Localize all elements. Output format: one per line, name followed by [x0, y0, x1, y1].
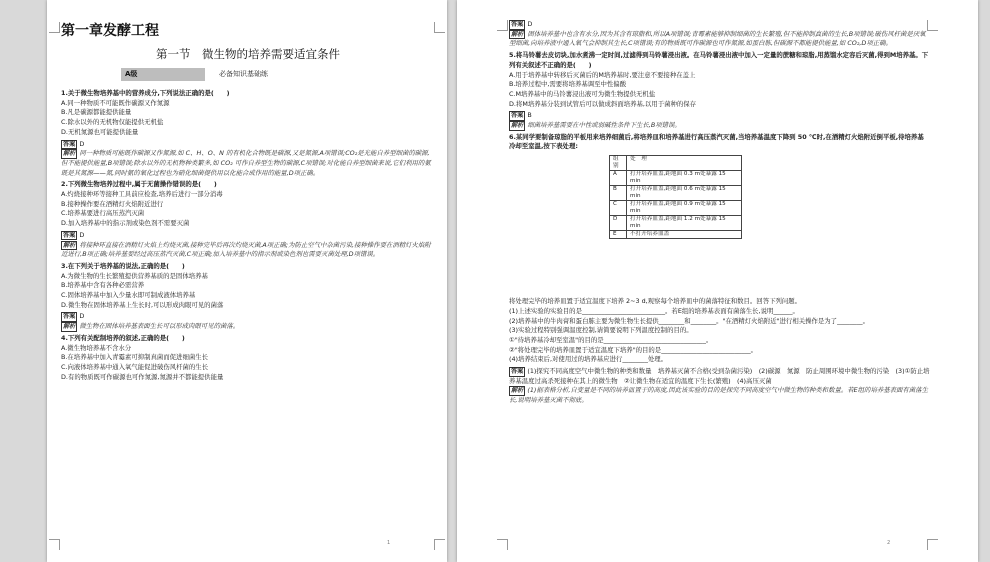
- table-spacer: [509, 243, 930, 297]
- answer-value: D: [79, 139, 85, 148]
- margin-corner-mark: [49, 22, 60, 33]
- page-number: 2: [887, 540, 891, 546]
- table-row: [610, 231, 742, 239]
- explanation-line: [61, 149, 435, 178]
- question-stem: 3.在下列关于培养基的说法,正确的是( ): [61, 261, 185, 270]
- table-row: [610, 201, 742, 216]
- answer-tag: 答案: [511, 368, 524, 376]
- page-1-content: [61, 22, 435, 382]
- question-option: D.加入培养基中的指示剂或染色剂不需要灭菌: [61, 219, 190, 228]
- table-cell: 打开培养皿盖,距地面 1.2 m处暴露 15 min: [627, 216, 742, 231]
- answer-line: [61, 231, 435, 241]
- sub-question: ②"将处理完毕的培养皿置于适宜温度下培养"的目的是____________________________。: [509, 345, 758, 354]
- question-option: A.灼烧接种环等接种工具前应检查,培养后进行一部分消毒: [61, 190, 223, 199]
- question-1: [61, 89, 435, 178]
- treatment-table: [609, 155, 742, 239]
- sub-question: (4)培养结束后,对使用过的培养基应进行________处理。: [509, 355, 668, 364]
- table-row: [610, 186, 742, 201]
- question-3: [61, 262, 435, 332]
- table-row: [610, 216, 742, 231]
- answer-line: [61, 312, 435, 322]
- answer-tag: 答案: [63, 313, 76, 321]
- question-stem: 5.将马铃薯去皮切块,加水煮沸一定时间,过滤得到马铃薯浸出液。在马铃薯浸出液中加入一定量的蔗糖和琼脂,用蒸馏水定容后灭菌,得到M培养基。下列有关叙述不正确的是( ): [509, 51, 929, 69]
- question-option: C.培养基要进行高压蒸汽灭菌: [61, 209, 145, 218]
- table-cell: A: [610, 171, 627, 186]
- question-stem: 2.下列微生物培养过程中,属于无菌操作错误的是( ): [61, 180, 217, 189]
- document-page-1: [47, 0, 447, 562]
- explanation-tag: 解析: [511, 387, 524, 395]
- question-2: [61, 180, 435, 260]
- question-option: D.无机氮源也可能提供能量: [61, 127, 139, 136]
- question-6: [509, 133, 930, 406]
- explanation-text: 同一种物质可能既作碳源又作氮源,如 C、H、O、N 的有机化合物既是碳源,又是氮源,A项错误;CO₂是光能自养型细菌的碳源,但不能提供能量,B项错误;除水以外的无机物种类繁多,如 CO₂ 可作自养型生物的碳源,C项错误;对化能自养型细菌来说,它们利用的氨既是其氮源——氮,同时氨的氧化过程也为硝化细菌提供用以化能合成作用的能量,D项正确。: [61, 149, 431, 177]
- page-2-content: [509, 18, 930, 408]
- question-option: C.除水以外的无机物仅能提供无机盐: [61, 118, 164, 127]
- sub-question: (2)培养基中的牛肉膏和蛋白胨主要为微生物生长提供________和________。"在酒精灯火焰附近"进行相关操作是为了________。: [509, 316, 870, 325]
- margin-corner-mark: [434, 22, 445, 33]
- question-option: D.将M培养基分装到试管后可以做成斜面培养基,以用于菌种的保存: [509, 99, 697, 108]
- table-header-cell: 处 理: [627, 156, 742, 171]
- margin-corner-mark: [434, 539, 445, 550]
- document-page-2: [457, 0, 978, 562]
- answer-value: D: [79, 312, 85, 321]
- after-table-text: 将处理完毕的培养皿置于适宜温度下培养 2~3 d,观察每个培养皿中的菌落特征和数目。回答下列问题。: [509, 297, 802, 306]
- table-cell: 打开培养皿盖,距地面 0.3 m处暴露 15 min: [627, 171, 742, 186]
- answer-tag: 答案: [63, 231, 76, 239]
- explanation-text: 微生物在固体培养基表面生长可以形成肉眼可见的菌落。: [79, 322, 240, 331]
- level-label: A级: [121, 68, 205, 81]
- sub-question: ①"待培养基冷却至室温"的目的是________________________________。: [509, 335, 713, 344]
- question-option: B.凡是碳源都能提供能量: [61, 108, 132, 117]
- margin-corner-mark: [497, 20, 508, 31]
- explanation-line: [509, 121, 930, 131]
- sub-question: (3)实验过程特别强调温度控制,请简要说明下列温度控制的目的。: [509, 326, 693, 335]
- explanation-text: 将接种环直接在酒精灯火焰上灼烧灭菌,接种完毕后再次灼烧灭菌,A项正确;为防止空气中杂菌污染,接种操作要在酒精灯火焰附近进行,B项正确;培养基要经过高压蒸汽灭菌,C项正确;加入培养基中的指示剂或染色剂也需要灭菌处理,D项错误。: [61, 240, 431, 259]
- answer-line: [509, 111, 930, 121]
- explanation-tag: 解析: [63, 241, 76, 249]
- table-cell: C: [610, 201, 627, 216]
- explanation-line: [509, 30, 930, 49]
- question-option: A.用于培养基中转移后灭菌后的M培养基时,要注意不要接种在盖上: [509, 70, 696, 79]
- table-cell: B: [610, 186, 627, 201]
- explanation-tag: 解析: [511, 122, 524, 130]
- question-option: C.固体培养基中加入少量水即可制成液体培养基: [61, 291, 196, 300]
- question-option: C.向液体培养基中通入氧气能促进破伤风杆菌的生长: [61, 362, 209, 371]
- answer-value: (1)探究不同高度空气中微生物的种类和数量 培养基灭菌不合格(受到杂菌污染) (2)碳源 氮源 防止周围环境中微生物的污染 (3)①防止培养基温度过高杀死接种在其上的微生物 ②让微生物在适宜的温度下生长(繁殖) (4)高压灭菌: [509, 367, 930, 385]
- margin-corner-mark: [497, 539, 508, 550]
- explanation-text: (1)据表格分析,自变量是不同的培养皿置于的高度,因此该实验的目的是探究不同高度空气中微生物的种类和数量。若E组的培养基表面有菌落生长,说明培养基灭菌不彻底。: [509, 386, 928, 405]
- explanation-line: [509, 386, 930, 405]
- table-cell: 不打开培养皿盖: [627, 231, 742, 239]
- question-option: D.微生物在固体培养基上生长时,可以形成肉眼可见的菌落: [61, 300, 224, 309]
- margin-corner-mark: [49, 539, 60, 550]
- question-option: B.培养基中含有各种必需营养: [61, 281, 145, 290]
- question-4: [61, 334, 435, 383]
- answer-tag: 答案: [511, 21, 524, 28]
- sub-question: (1)上述实验的实验目的是__________________________。若E组的培养基表面有菌落生长,说明______。: [509, 306, 799, 315]
- explanation-text: 固体培养基中也含有水分,因为其含有琼脂和,所以A项错误;青霉素能够抑制细菌的生长繁殖,但不能抑制真菌的生长,B项错误;破伤风杆菌是厌氧型细菌,向培养液中通入氧气会抑制其生长,C项错误;有的物质既可作碳源也可作氮源,如蛋白胨,但碳源不都能提供能量,如 CO₂,D项正确。: [509, 29, 926, 48]
- explanation-text: 细菌培养基需要在中性或弱碱性条件下生长,B项错误。: [527, 121, 681, 130]
- margin-corner-mark: [927, 539, 938, 550]
- answer-tag: 答案: [511, 112, 524, 120]
- level-banner: [121, 68, 435, 81]
- question-option: A.为微生物的生长繁殖提供营养基质的是固体培养基: [61, 271, 208, 280]
- explanation-tag: 解析: [63, 323, 76, 331]
- explanation-line: [61, 322, 435, 332]
- question-stem: 4.下列有关配制培养的叙述,正确的是( ): [61, 333, 185, 342]
- answer-value: B: [527, 111, 532, 120]
- explanation-tag: 解析: [63, 150, 76, 158]
- question-option: C.M培养基中的马铃薯浸出液可为微生物提供无机盐: [509, 89, 656, 98]
- question-stem: 6.某同学要制备琼脂的平板用来培养细菌后,将培养皿和培养基进行高压蒸汽灭菌,当培养基温度下降到 50 ℃时,在酒精灯火焰附近倒平板,待培养基冷却至室温,按下表处理:: [509, 132, 924, 151]
- table-header-row: [610, 156, 742, 171]
- question-stem: 1.关于微生物培养基中的营养成分,下列说法正确的是( ): [61, 89, 230, 97]
- table-cell: E: [610, 231, 627, 239]
- answer-line: [509, 20, 930, 30]
- question-option: A.微生物培养基不含水分: [61, 343, 132, 352]
- answer-tag: 答案: [63, 140, 76, 148]
- question-5: [509, 51, 930, 131]
- table-header-cell: 组别: [610, 156, 627, 171]
- section-title: 第一节 微生物的培养需要适宜条件: [156, 47, 340, 61]
- question-option: D.有的物质既可作碳源也可作氮源,氮源并不都能提供能量: [61, 372, 224, 381]
- answer-value: D: [527, 20, 533, 28]
- answer-line: [509, 367, 930, 386]
- explanation-line: [61, 241, 435, 260]
- question-option: B.在培养基中加入青霉素可抑制真菌而促进细菌生长: [61, 353, 209, 362]
- level-text: 必备知识基础练: [219, 69, 268, 78]
- chapter-title: 第一章发酵工程: [61, 23, 159, 39]
- question-option: A.同一种物质不可能既作碳源又作氮源: [61, 98, 170, 107]
- table-cell: 打开培养皿盖,距地面 0.6 m处暴露 15 min: [627, 186, 742, 201]
- answer-line: [61, 140, 435, 150]
- explanation-tag: 解析: [511, 30, 524, 38]
- answer-value: D: [79, 230, 85, 239]
- table-row: [610, 171, 742, 186]
- page-number: 1: [387, 540, 391, 546]
- table-cell: D: [610, 216, 627, 231]
- question-option: B.接种操作要在酒精灯火焰附近进行: [61, 199, 164, 208]
- question-option: B.培养过程中,需要将培养基调至中性偏酸: [509, 80, 627, 89]
- table-cell: 打开培养皿盖,距地面 0.9 m处暴露 15 min: [627, 201, 742, 216]
